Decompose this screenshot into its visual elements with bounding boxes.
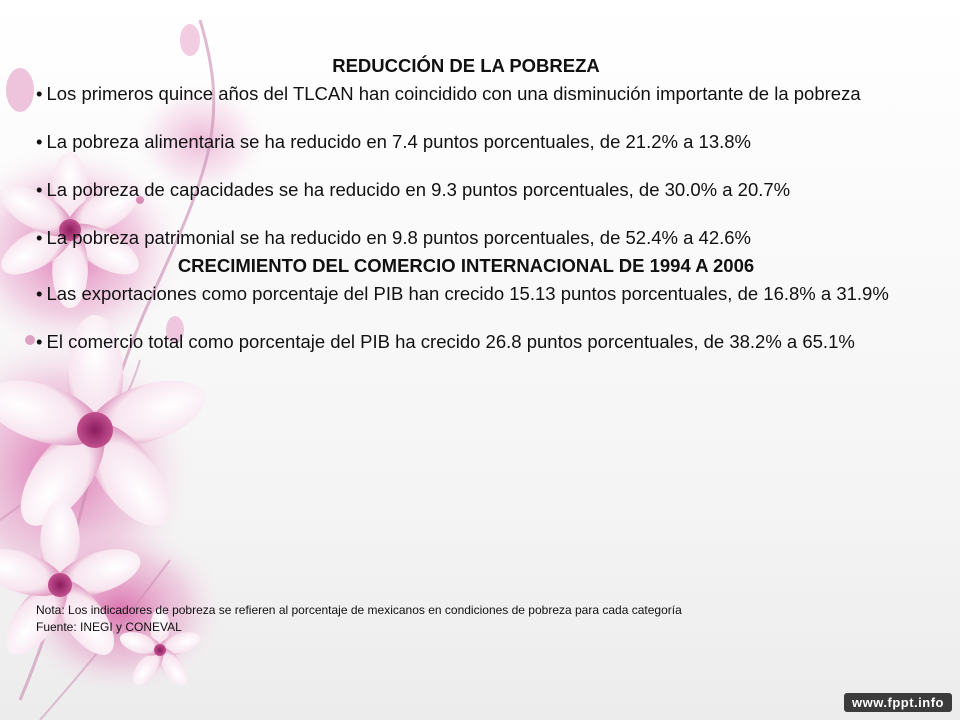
watermark-logo: www.fppt.info bbox=[844, 693, 952, 712]
footnotes bbox=[36, 602, 896, 636]
bullet-trade-2: • El comercio total como porcentaje del PIB ha crecido 26.8 puntos porcentuales, de 38.2% a 65.1% bbox=[36, 331, 855, 352]
bullet-poverty-1: • Los primeros quince años del TLCAN han coincidido con una disminución importante de la pobreza bbox=[36, 83, 861, 104]
bullet-poverty-4: • La pobreza patrimonial se ha reducido en 9.8 puntos porcentuales, de 52.4% a 42.6% bbox=[36, 227, 751, 248]
source-text: Fuente: INEGI y CONEVAL bbox=[36, 620, 182, 634]
bullet-poverty-3: • La pobreza de capacidades se ha reducido en 9.3 puntos porcentuales, de 30.0% a 20.7% bbox=[36, 179, 791, 200]
bullet-trade-1: • Las exportaciones como porcentaje del PIB han crecido 15.13 puntos porcentuales, de 16.8% a 31.9% bbox=[36, 283, 889, 304]
note-text: Nota: Los indicadores de pobreza se refieren al porcentaje de mexicanos en condiciones de pobreza para cada categoría bbox=[36, 603, 682, 617]
bullet-poverty-2: • La pobreza alimentaria se ha reducido en 7.4 puntos porcentuales, de 21.2% a 13.8% bbox=[36, 131, 751, 152]
heading-poverty: REDUCCIÓN DE LA POBREZA bbox=[332, 55, 600, 76]
slide-content bbox=[36, 52, 896, 356]
heading-trade: CRECIMIENTO DEL COMERCIO INTERNACIONAL DE 1994 A 2006 bbox=[177, 255, 755, 276]
